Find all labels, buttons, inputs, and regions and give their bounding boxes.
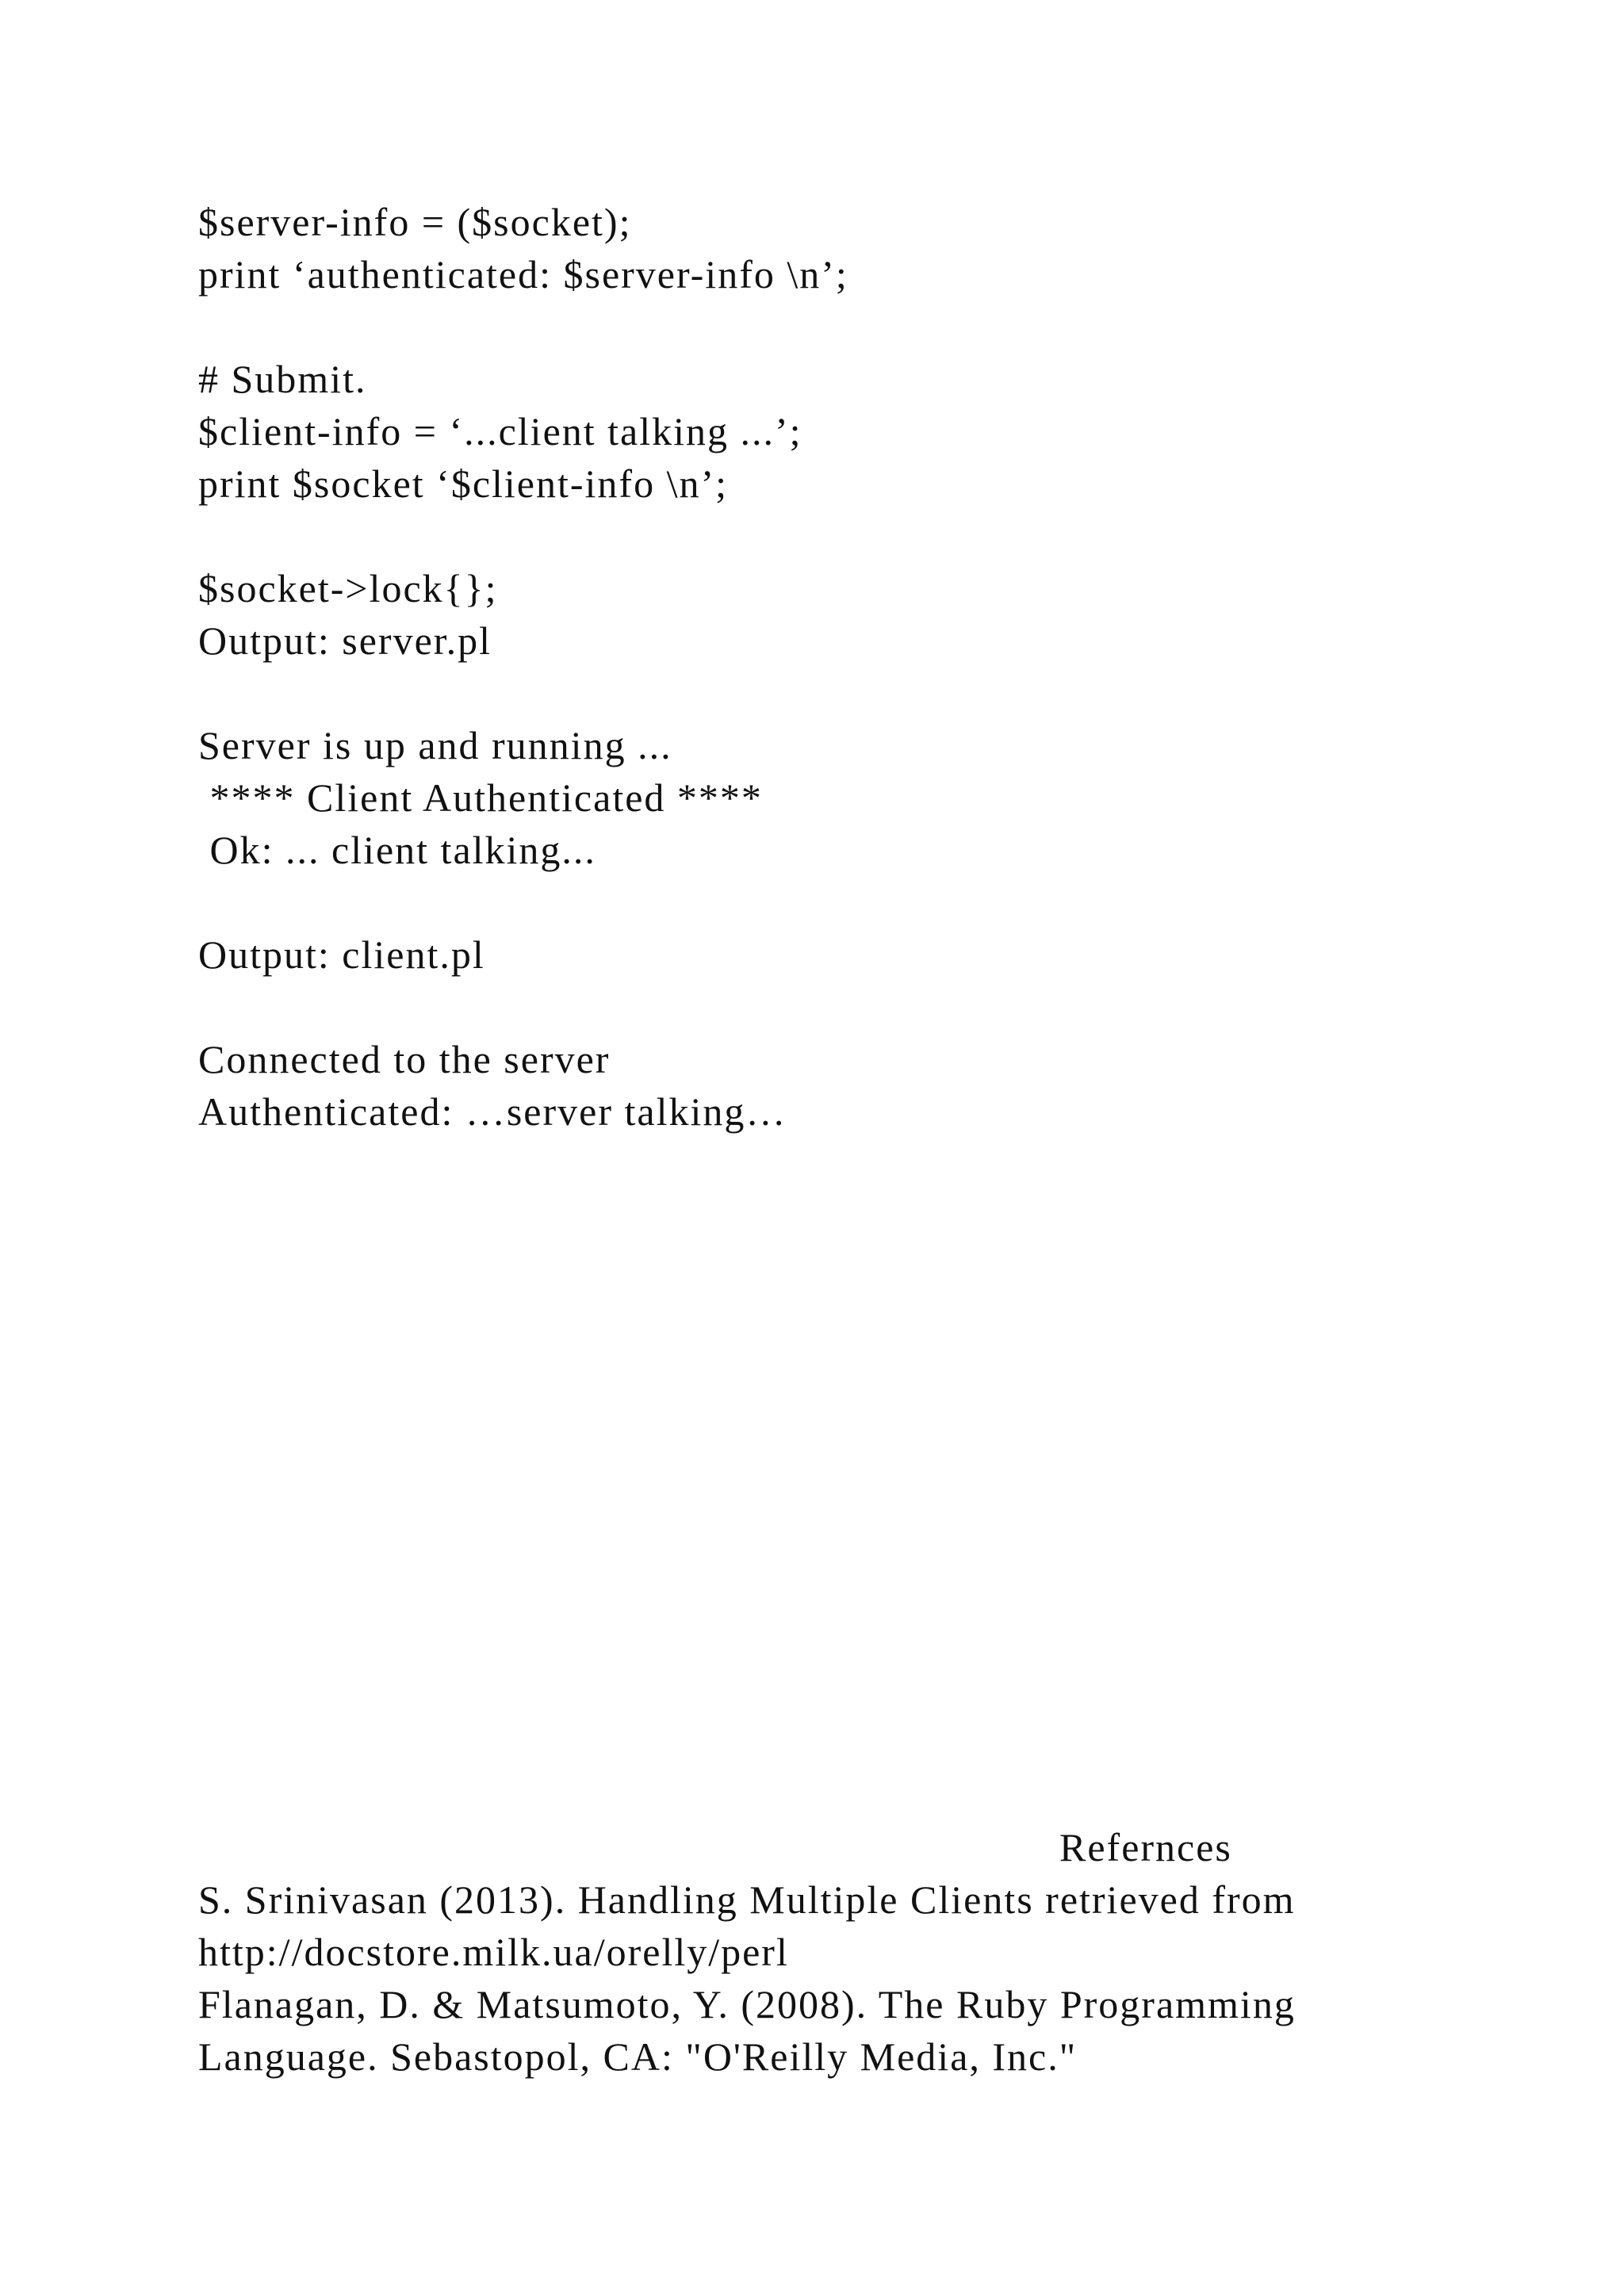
code-line: # Submit. xyxy=(198,357,367,401)
reference-line: Flanagan, D. & Matsumoto, Y. (2008). The Ruby Programming xyxy=(198,1982,1296,2026)
code-line: $server-info = ($socket); xyxy=(198,200,632,244)
code-line: $client-info = ‘...client talking ...’; xyxy=(198,409,802,453)
output-line: Ok: ... client talking... xyxy=(198,828,596,872)
reference-line: S. Srinivasan (2013). Handling Multiple Clients retrieved from xyxy=(198,1877,1296,1922)
output-line: **** Client Authenticated **** xyxy=(198,775,763,820)
code-line: print $socket ‘$client-info \n’; xyxy=(198,461,729,506)
code-line: print ‘authenticated: $server-info \n’; xyxy=(198,252,848,297)
reference-line: http://docstore.milk.ua/orelly/perl xyxy=(198,1930,789,1974)
references-heading: Refernces xyxy=(1059,1825,1232,1869)
output-line: Authenticated: …server talking… xyxy=(198,1089,787,1134)
reference-line: Language. Sebastopol, CA: "O'Reilly Media, Inc." xyxy=(198,2034,1078,2079)
output-line: Connected to the server xyxy=(198,1037,611,1081)
code-line: Output: server.pl xyxy=(198,618,492,663)
code-line: $socket->lock{}; xyxy=(198,566,498,610)
output-line: Server is up and running ... xyxy=(198,723,672,767)
output-line: Output: client.pl xyxy=(198,932,485,977)
